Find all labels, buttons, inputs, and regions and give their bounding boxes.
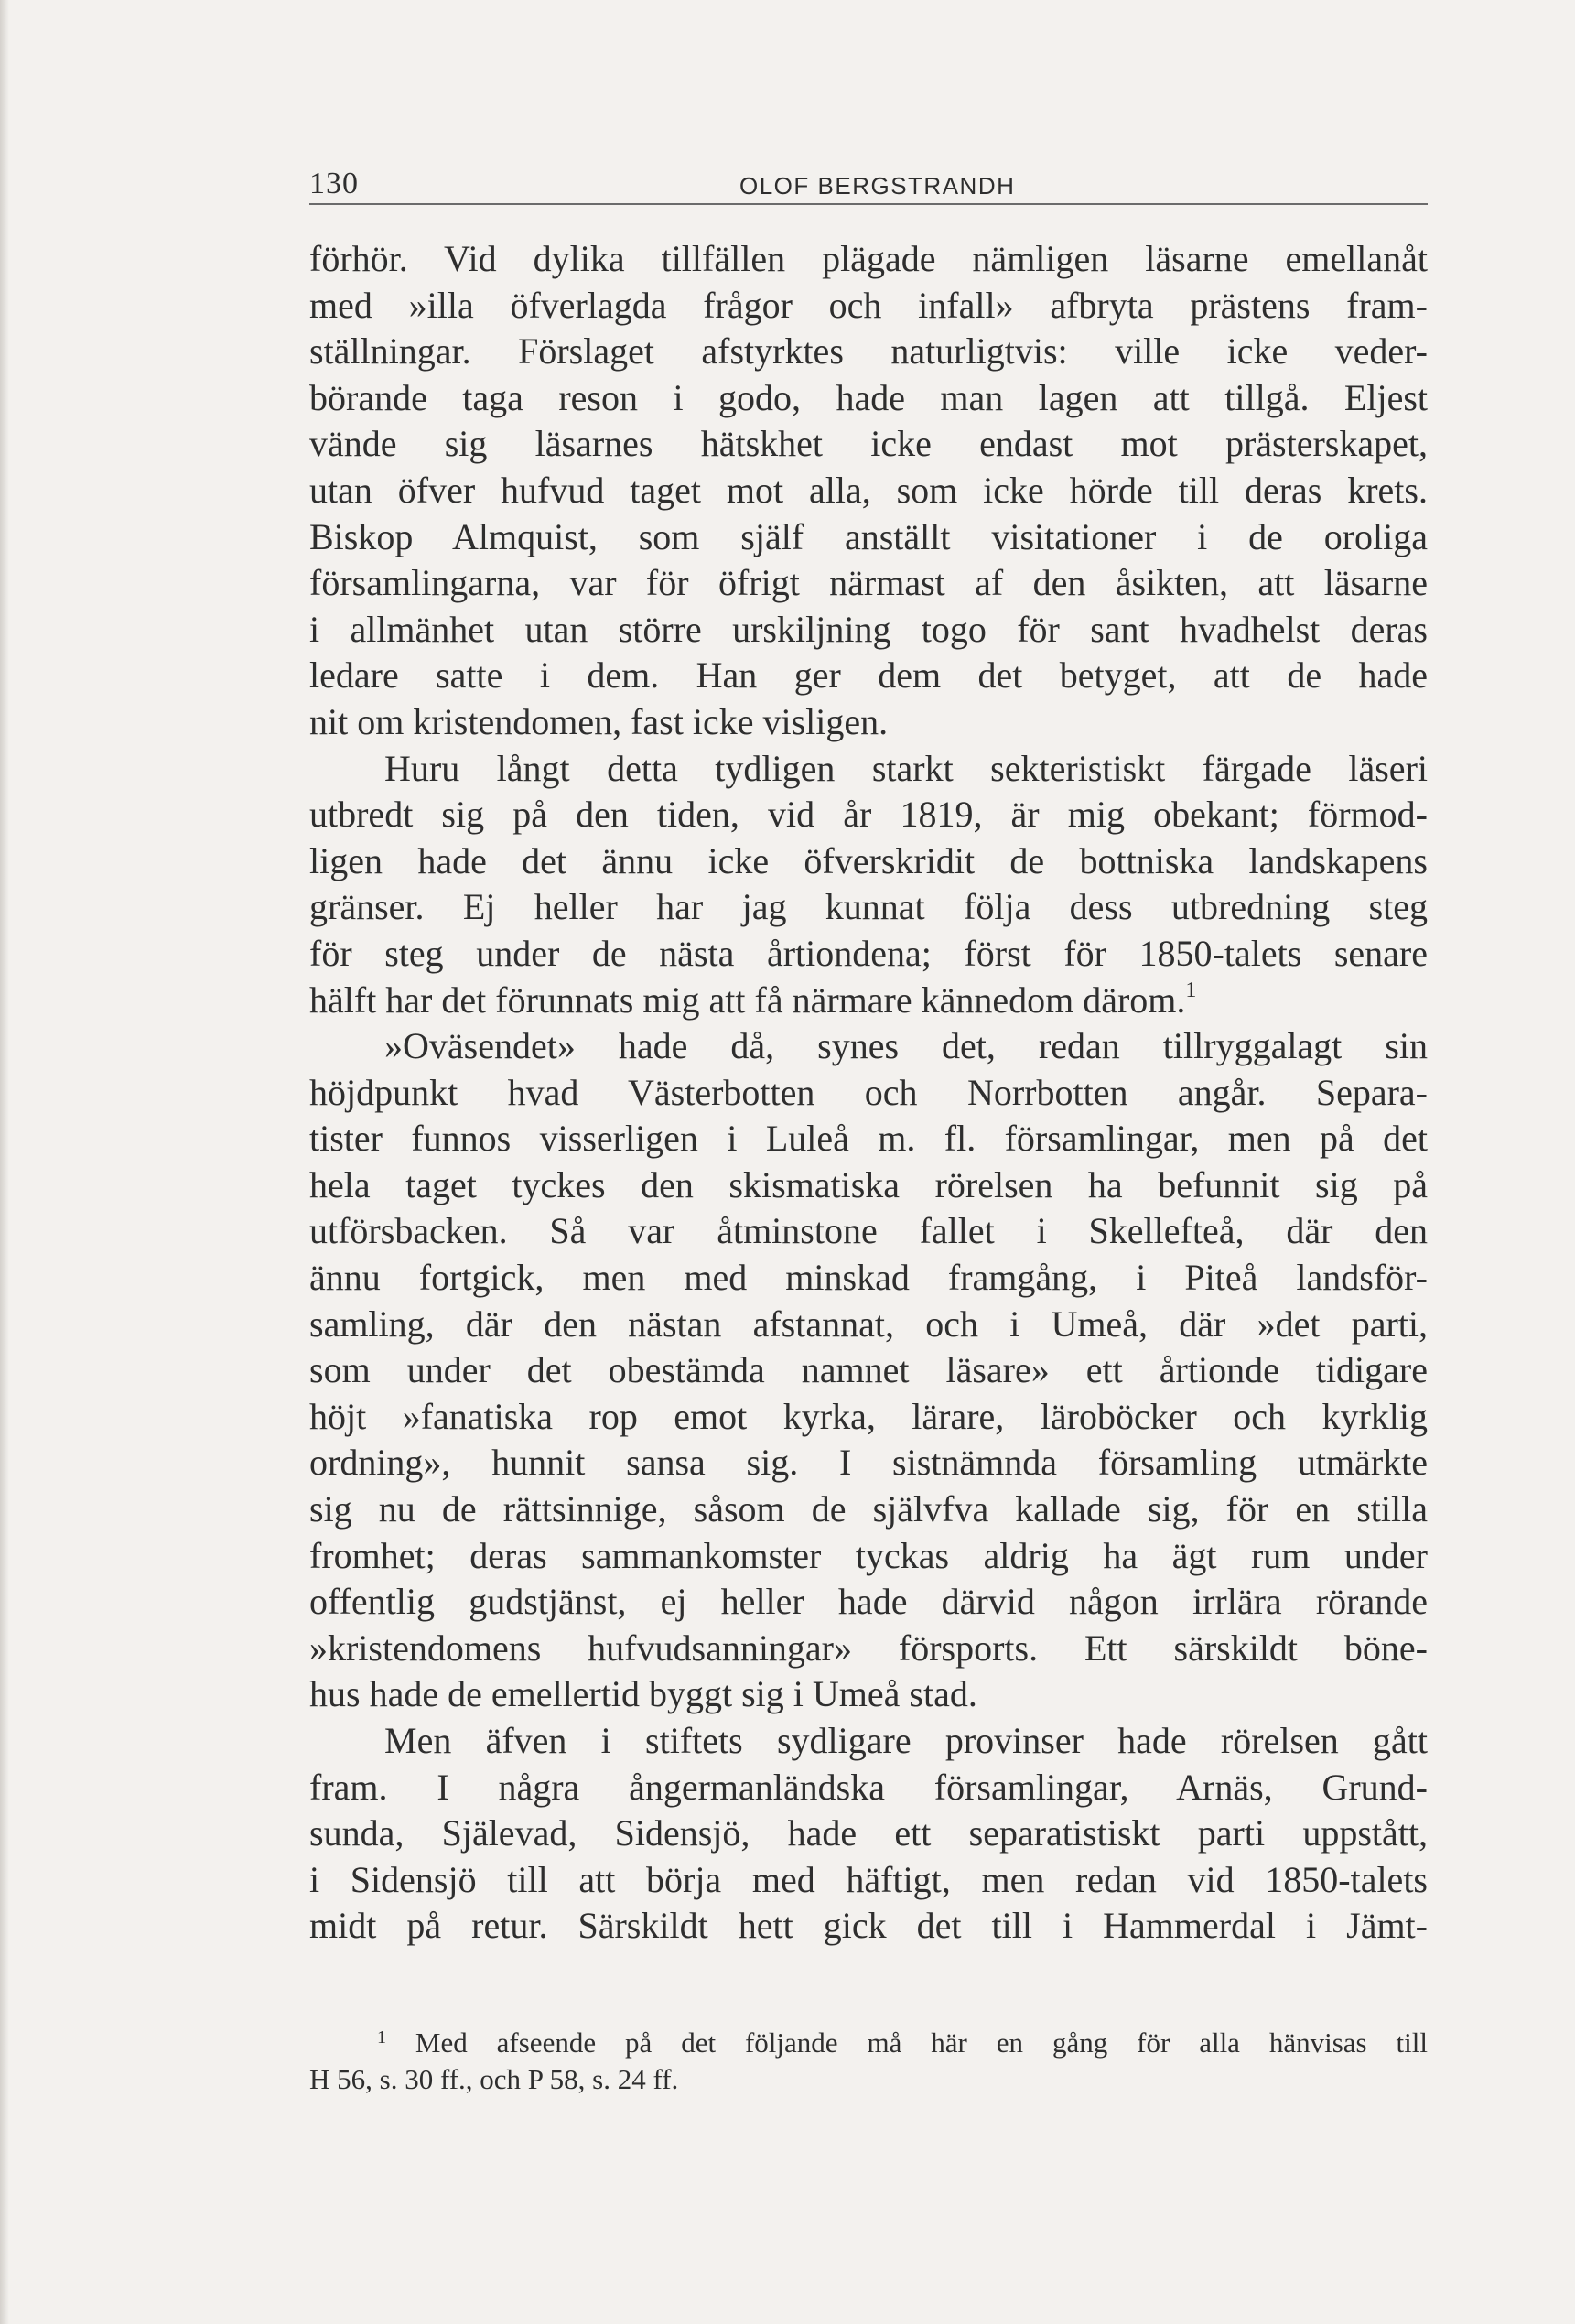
paragraph-start-line: »Oväsendet» hade då, synes det, redan tillryggalagt sin xyxy=(384,1025,1428,1067)
text-line: sig nu de rättsinnige, såsom de självfva kallade sig, för en stilla xyxy=(309,1488,1428,1530)
text-line: för steg under de nästa årtiondena; först för 1850-talets senare xyxy=(309,932,1428,974)
text-line: utförsbacken. Så var åtminstone fallet i Skellefteå, där den xyxy=(309,1210,1428,1252)
text-line: fromhet; deras sammankomster tyckas aldrig ha ägt rum under xyxy=(309,1534,1428,1576)
text-line: församlingarna, var för öfrigt närmast af den åsikten, att läsarne xyxy=(309,562,1428,604)
text-line: hus hade de emellertid byggt sig i Umeå stad. xyxy=(309,1673,977,1715)
text-line: ordning», hunnit sansa sig. I sistnämnda församling utmärkte xyxy=(309,1442,1428,1484)
text-line: utan öfver hufvud taget mot alla, som icke hörde till deras krets. xyxy=(309,469,1428,511)
text-line: i Sidensjö till att börja med häftigt, men redan vid 1850-talets xyxy=(309,1858,1428,1900)
text-line: höjdpunkt hvad Västerbotten och Norrbotten angår. Separa- xyxy=(309,1071,1428,1113)
footnote-line: H 56, s. 30 ff., och P 58, s. 24 ff. xyxy=(309,2063,679,2095)
text-line: offentlig gudstjänst, ej heller hade därvid någon irrlära rörande xyxy=(309,1581,1428,1623)
text-line: börande taga reson i godo, hade man lagen att tillgå. Eljest xyxy=(309,376,1428,418)
text-line: fram. I några ångermanländska församlingar, Arnäs, Grund- xyxy=(309,1766,1428,1808)
page-binding-edge xyxy=(0,0,9,2324)
text-line: hela taget tyckes den skismatiska rörelsen ha befunnit sig på xyxy=(309,1163,1428,1205)
text-line: sunda, Själevad, Sidensjö, hade ett separatistiskt parti uppstått, xyxy=(309,1812,1428,1854)
text-line: höjt »fanatiska rop emot kyrka, lärare, läroböcker och kyrklig xyxy=(309,1395,1428,1437)
body-text xyxy=(309,236,1428,1950)
text-line: nit om kristendomen, fast icke visligen. xyxy=(309,700,889,742)
paragraph-start-line: Men äfven i stiftets sydligare provinser hade rörelsen gått xyxy=(384,1720,1428,1761)
footnote-mark: 1 xyxy=(377,2027,386,2048)
text-line: samling, där den nästan afstannat, och i Umeå, där »det parti, xyxy=(309,1303,1428,1345)
text-line: som under det obestämda namnet läsare» ett årtionde tidigare xyxy=(309,1349,1428,1391)
text-line: midt på retur. Särskildt hett gick det till i Hammerdal i Jämt- xyxy=(309,1905,1428,1947)
running-head: OLOF BERGSTRANDH xyxy=(739,172,1016,200)
paragraph-start-line: Huru långt detta tydligen starkt sekteristiskt färgade läseri xyxy=(384,747,1428,789)
text-line: ledare satte i dem. Han ger dem det betyget, att de hade xyxy=(309,654,1428,697)
page-number: 130 xyxy=(309,167,359,200)
text-line: tister funnos visserligen i Luleå m. fl. församlingar, men på det xyxy=(309,1118,1428,1160)
page-header xyxy=(309,167,1428,205)
text-line: utbredt sig på den tiden, vid år 1819, är mig obekant; förmod- xyxy=(309,794,1428,836)
text-line: gränser. Ej heller har jag kunnat följa dess utbredning steg xyxy=(309,886,1428,928)
footnotes xyxy=(309,2025,1428,2098)
text-line: med »illa öfverlagda frågor och infall» afbryta prästens fram- xyxy=(309,284,1428,326)
text-line: ligen hade det ännu icke öfverskridit de bottniska landskapens xyxy=(309,839,1428,881)
text-line: »kristendomens hufvudsanningar» försports. Ett särskildt böne- xyxy=(309,1627,1428,1669)
text-line: förhör. Vid dylika tillfällen plägade nämligen läsarne emellanåt xyxy=(309,238,1428,279)
text-line-with-footnote xyxy=(309,978,1428,1024)
text-line: vände sig läsarnes hätskhet icke endast mot prästerskapet, xyxy=(309,423,1428,465)
text-line: ställningar. Förslaget afstyrktes naturligtvis: ville icke veder- xyxy=(309,330,1428,373)
footnote-line xyxy=(309,2025,1428,2061)
text-line-content: hälft har det förunnats mig att få närmare kännedom därom. xyxy=(309,978,1186,1021)
footnote-text: Med afseende på det följande må här en gång för alla hänvisas till xyxy=(415,2027,1428,2059)
text-line: i allmänhet utan större urskiljning togo för sant hvadhelst deras xyxy=(309,608,1428,650)
text-line: ännu fortgick, men med minskad framgång, i Piteå landsför- xyxy=(309,1257,1428,1299)
text-line: Biskop Almquist, som själf anställt visitationer i de oroliga xyxy=(309,515,1428,557)
footnote-reference: 1 xyxy=(1185,978,1197,1003)
